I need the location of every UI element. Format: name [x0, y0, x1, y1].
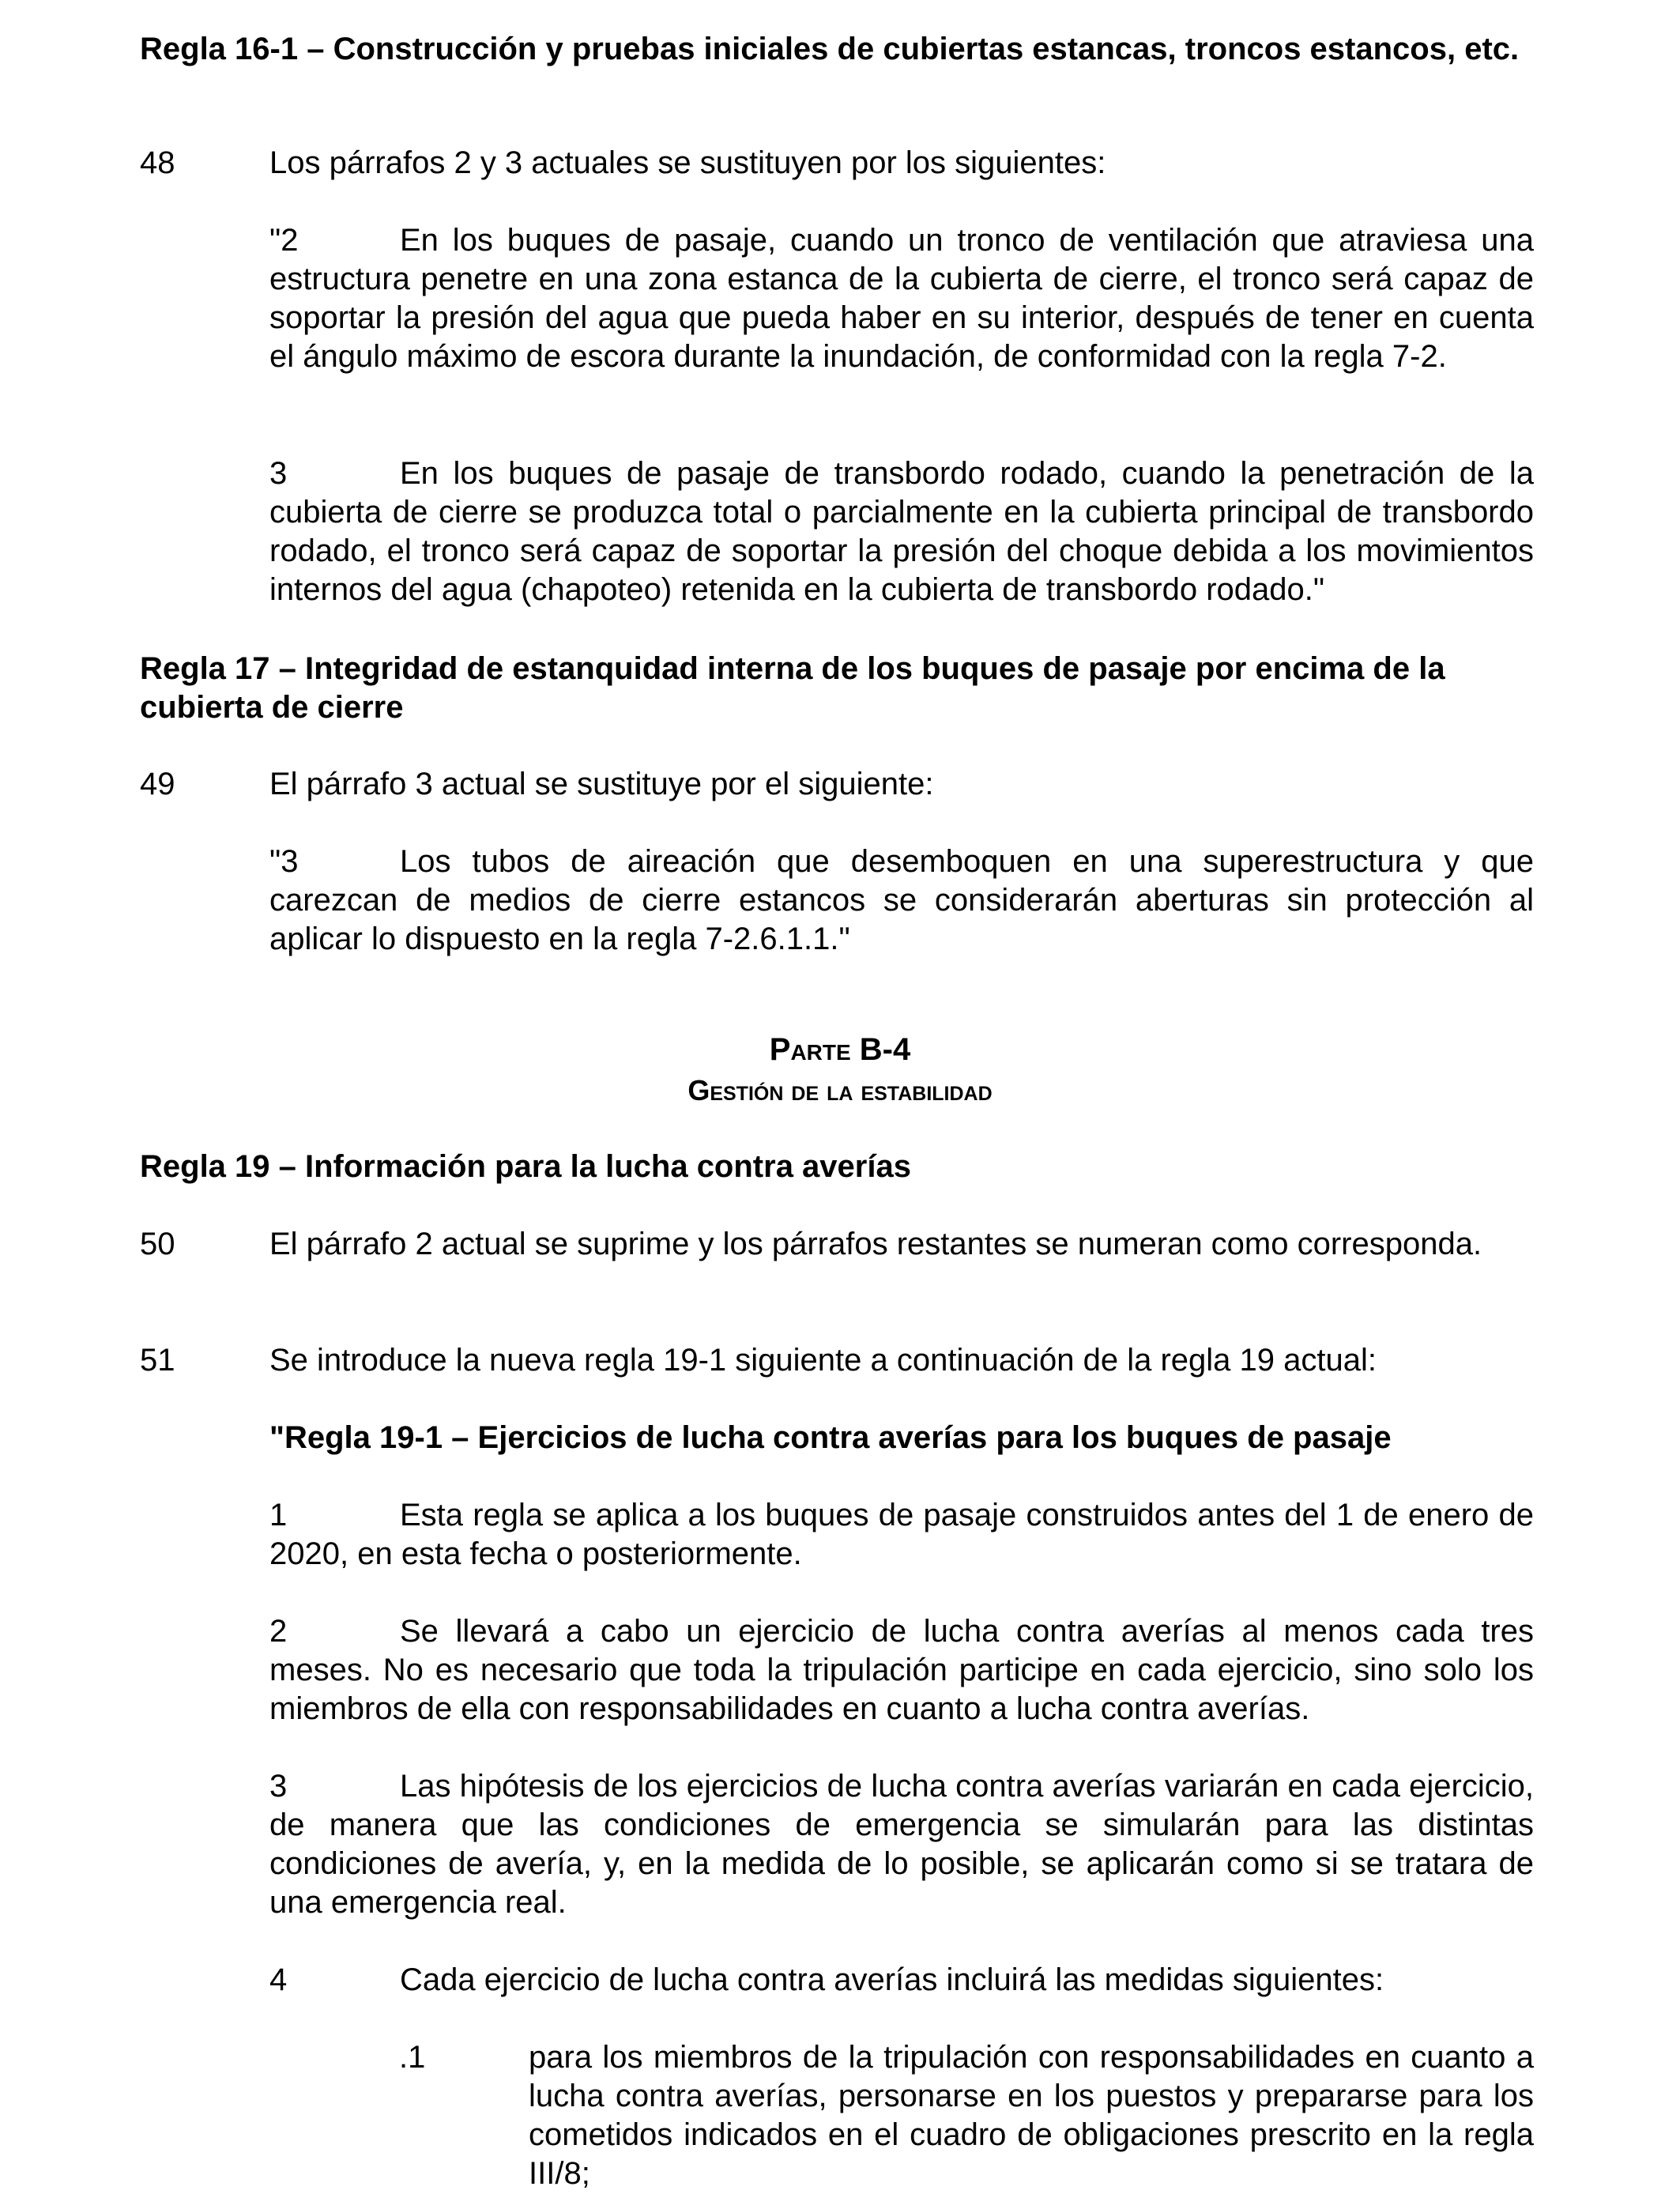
quoted-paragraph-2-text: En los buques de pasaje, cuando un tronco de ventilación que atraviesa una estructura penetre en una zona estanca de la cubierta de cierre, el tronco será capaz de soportar la presión del agua que pueda haber en su interior, después de tener en cuenta el ángulo máximo de escora durante la inundación, de conformidad con la regla 7-2.	[269, 223, 1534, 374]
quoted-paragraph-17-3-number: "3	[269, 844, 299, 879]
regla-17-heading-text: Regla 17 – Integridad de estanquidad interna de los buques de pasaje por encima de la cubierta de cierre	[140, 651, 1445, 725]
item-50-number: 50	[140, 1227, 175, 1261]
regla-19-1-paragraph-1	[269, 1496, 1534, 1574]
regla-19-1-paragraph-3-number: 3	[269, 1769, 288, 1804]
part-title: Parte B-4	[769, 1032, 911, 1067]
regla-19-1-paragraph-3	[269, 1767, 1534, 1922]
item-48-number: 48	[140, 145, 175, 180]
regla-19-1-heading-text: "Regla 19-1 – Ejercicios de lucha contra averías para los buques de pasaje	[269, 1420, 1392, 1455]
item-49-text: El párrafo 3 actual se sustituye por el siguiente:	[269, 767, 934, 801]
item-49-number: 49	[140, 767, 175, 801]
subparagraph-1-text: para los miembros de la tripulación con responsabilidades en cuanto a lucha contra averías, personarse en los puestos y prepararse para los cometidos indicados en el cuadro de obligaciones prescrito en la regla III/8;	[529, 2040, 1534, 2191]
quoted-paragraph-17-3-text: Los tubos de aireación que desemboquen en una superestructura y que carezcan de medios de cierre estancos se considerarán aberturas sin protección al aplicar lo dispuesto en la regla 7-2.6.1.1."	[269, 844, 1534, 956]
regla-19-1-paragraph-2-number: 2	[269, 1614, 288, 1649]
part-subtitle: Gestión de la estabilidad	[687, 1074, 993, 1106]
quoted-paragraph-3	[269, 454, 1534, 609]
quoted-paragraph-2-number: "2	[269, 223, 299, 258]
regla-19-1-paragraph-4	[269, 1961, 1534, 2000]
item-50	[140, 1225, 1534, 1264]
regla-19-1-paragraph-4-number: 4	[269, 1962, 288, 1997]
regla-19-1-paragraph-1-number: 1	[269, 1498, 288, 1532]
regla-17-heading	[140, 650, 1562, 727]
regla-19-1-heading	[269, 1419, 1680, 1457]
regla-19-1-paragraph-2	[269, 1612, 1534, 1728]
item-51-text: Se introduce la nueva regla 19-1 siguiente a continuación de la regla 19 actual:	[269, 1343, 1377, 1378]
item-48-text: Los párrafos 2 y 3 actuales se sustituyen por los siguientes:	[269, 145, 1106, 180]
regla-19-1-paragraph-2-text: Se llevará a cabo un ejercicio de lucha contra averías al menos cada tres meses. No es necesario que toda la tripulación participe en cada ejercicio, sino solo los miembros de ella con responsabilidades en cuanto a lucha contra averías.	[269, 1614, 1534, 1726]
quoted-paragraph-3-number: 3	[269, 456, 288, 491]
regla-16-1-heading	[140, 30, 1562, 69]
subparagraph-1-number: .1	[399, 2040, 426, 2075]
regla-19-heading-text: Regla 19 – Información para la lucha contra averías	[140, 1149, 911, 1184]
regla-19-1-paragraph-3-text: Las hipótesis de los ejercicios de lucha contra averías variarán en cada ejercicio, de manera que las condiciones de emergencia se simularán para las distintas condiciones de avería, y, en la medida de lo posible, se aplicarán como si se tratara de una emergencia real.	[269, 1769, 1534, 1920]
regla-19-1-paragraph-4-text: Cada ejercicio de lucha contra averías incluirá las medidas siguientes:	[400, 1962, 1384, 1997]
regla-19-1-paragraph-1-text: Esta regla se aplica a los buques de pasaje construidos antes del 1 de enero de 2020, en esta fecha o posteriormente.	[269, 1498, 1534, 1571]
quoted-paragraph-3-text: En los buques de pasaje de transbordo rodado, cuando la penetración de la cubierta de cierre se produzca total o parcialmente en la cubierta principal de transbordo rodado, el tronco será capaz de soportar la presión del choque debida a los movimientos internos del agua (chapoteo) retenida en la cubierta de transbordo rodado."	[269, 456, 1534, 607]
quoted-paragraph-17-3	[269, 843, 1534, 959]
quoted-paragraph-2	[269, 221, 1534, 376]
item-51-number: 51	[140, 1343, 175, 1378]
regla-16-1-heading-text: Regla 16-1 – Construcción y pruebas iniciales de cubiertas estancas, troncos estancos, etc.	[140, 32, 1520, 66]
regla-19-heading	[140, 1148, 1562, 1186]
item-50-text: El párrafo 2 actual se suprime y los párrafos restantes se numeran como corresponda.	[269, 1227, 1482, 1261]
